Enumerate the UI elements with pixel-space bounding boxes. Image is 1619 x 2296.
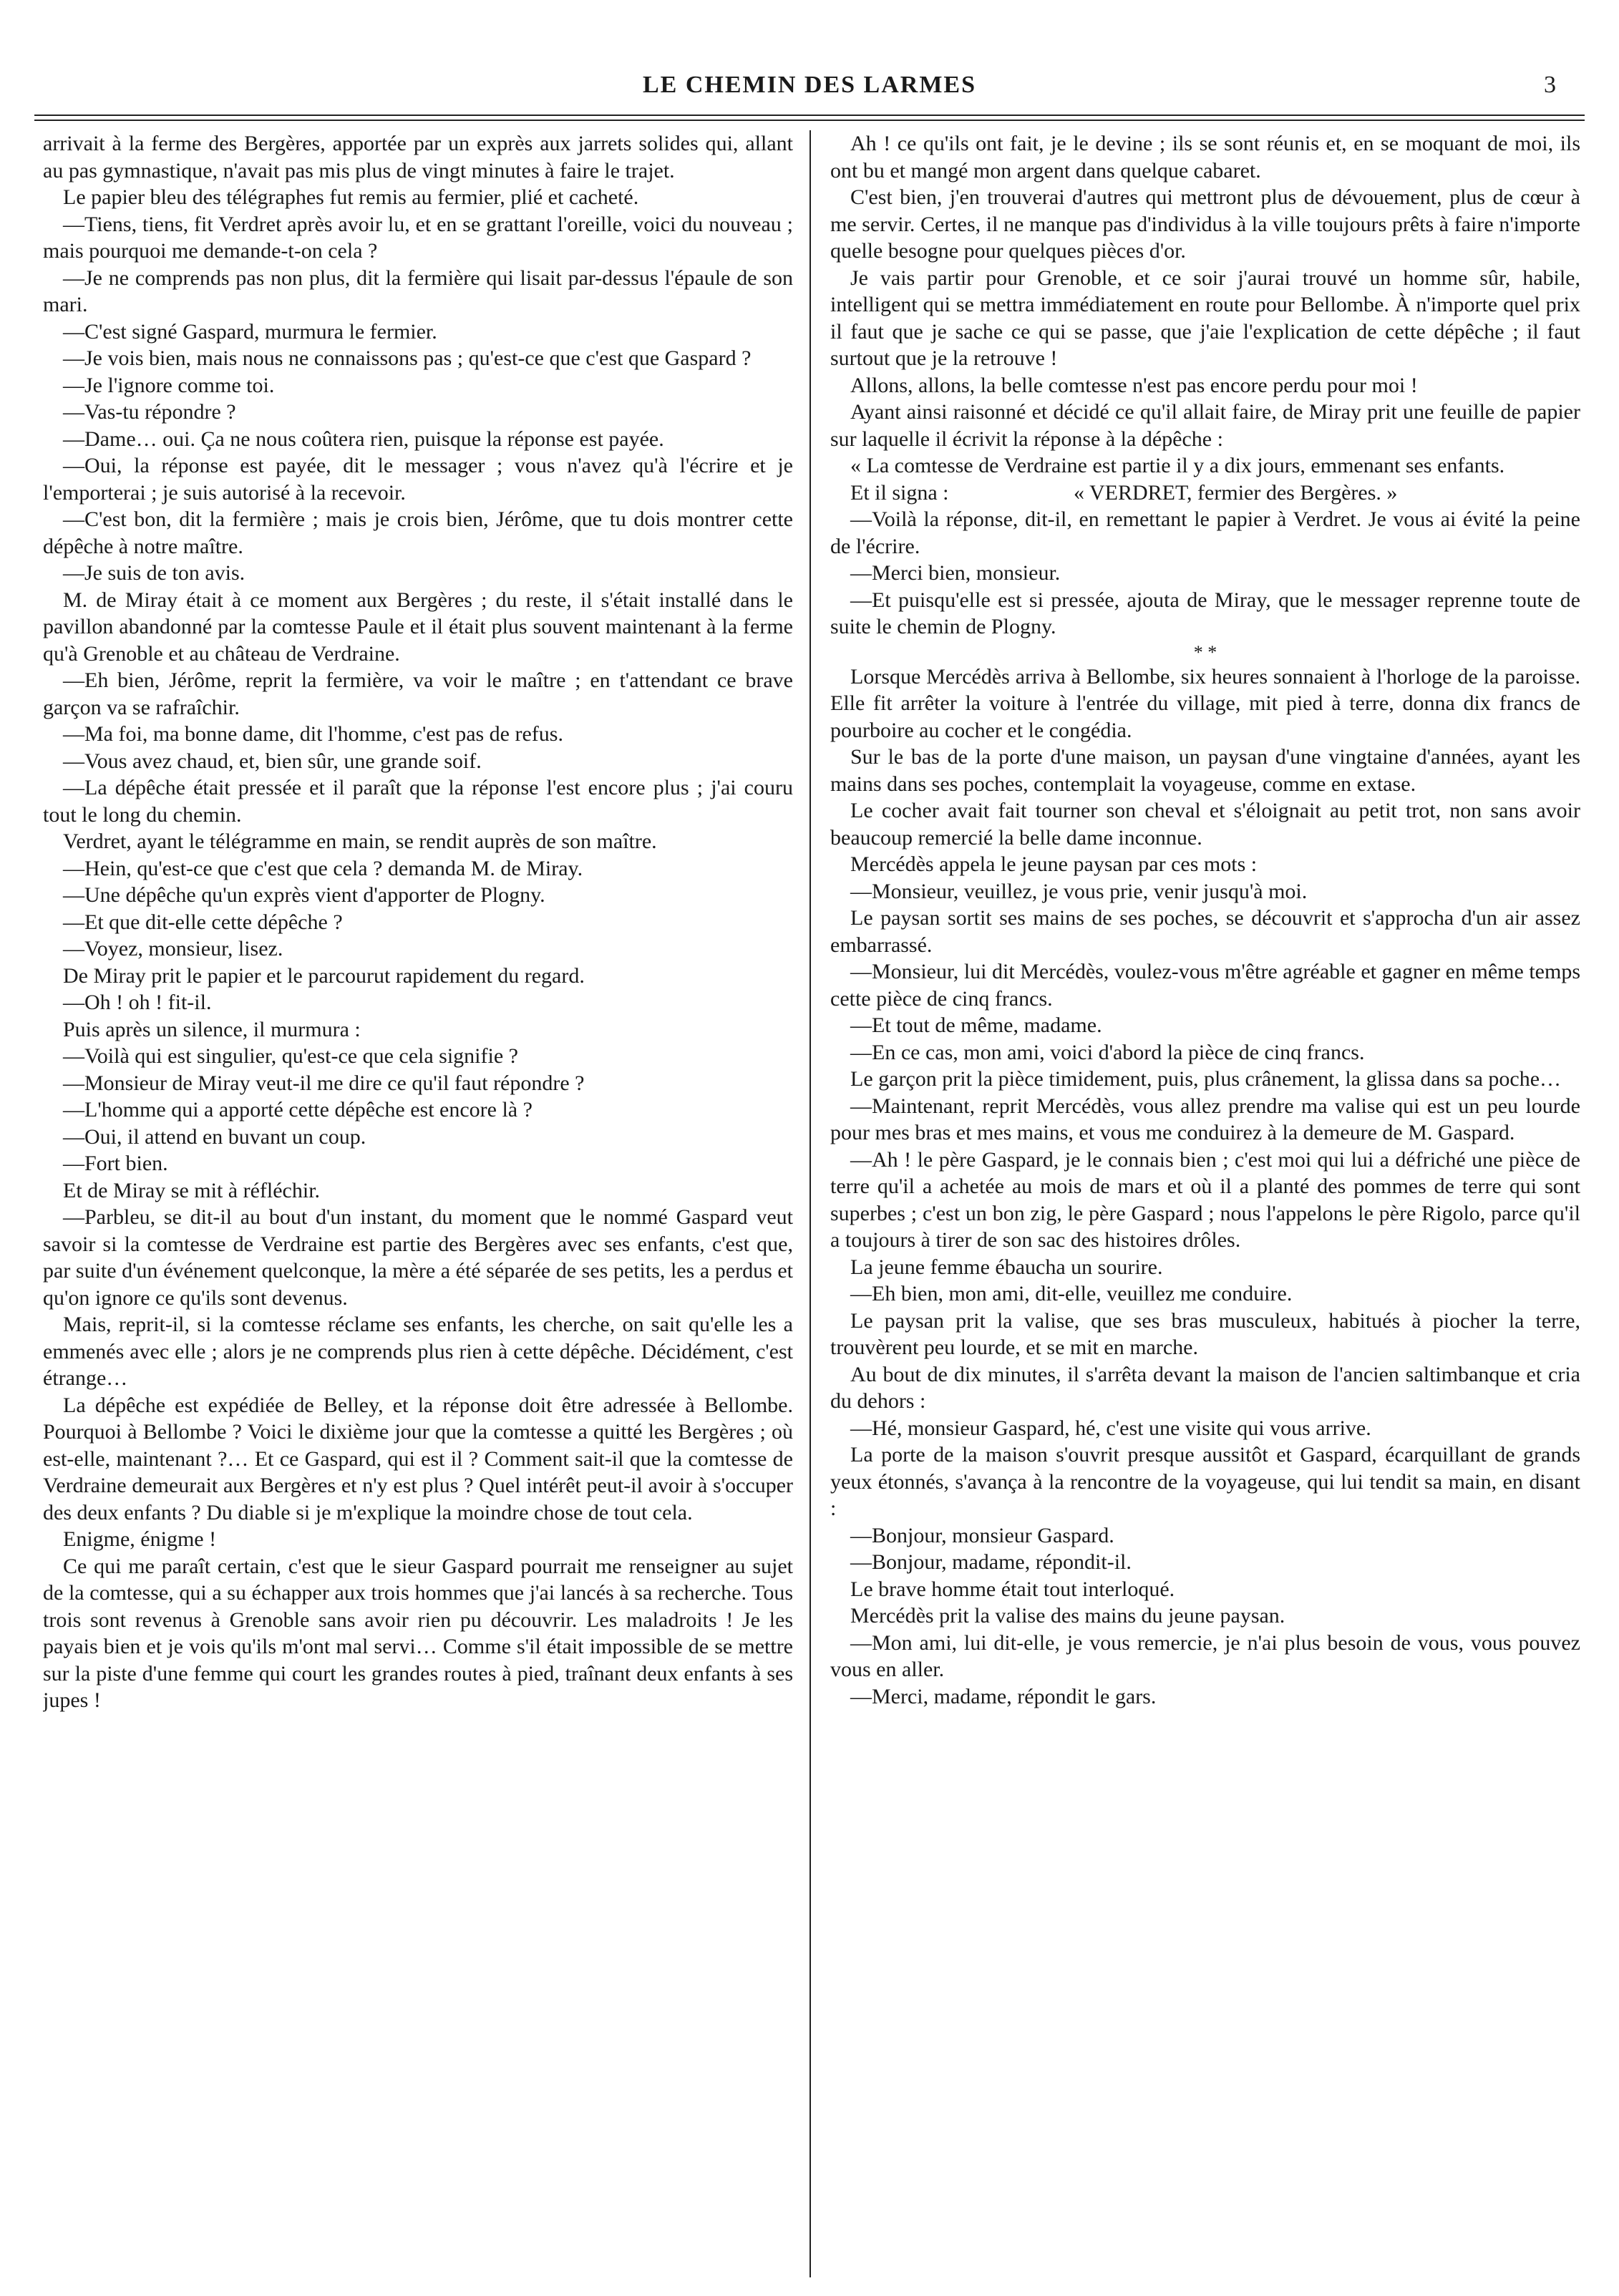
- paragraph: Au bout de dix minutes, il s'arrêta devant la maison de l'ancien saltimbanque et cria du dehors :: [830, 1362, 1580, 1413]
- paragraph: Le garçon prit la pièce timidement, puis, plus crânement, la glissa dans sa poche…: [850, 1067, 1562, 1091]
- paragraph: —Eh bien, Jérôme, reprit la fermière, va voir le maître ; en t'attendant ce brave garçon va se rafraîchir.: [43, 668, 793, 719]
- paragraph: arrivait à la ferme des Bergères, apportée par un exprès aux jarrets solides qui, allant au pas gymnastique, n'avait pas mis plus de vingt minutes à faire le trajet.: [43, 132, 793, 183]
- left-column: [43, 130, 793, 2270]
- paragraph: Je vais partir pour Grenoble, et ce soir j'aurai trouvé un homme sûr, habile, intelligent qui se mettra immédiatement en route pour Bellombe. À n'importe quel prix il faut que je sache ce qui se passe, que j'aie l'explication de cette dépêche ; il faut surtout que je la retrouve !: [830, 266, 1580, 370]
- paragraph: La jeune femme ébaucha un sourire.: [850, 1255, 1163, 1279]
- paragraph: Le brave homme était tout interloqué.: [850, 1577, 1175, 1601]
- paragraph: —Je vois bien, mais nous ne connaissons pas ; qu'est-ce que c'est que Gaspard ?: [63, 346, 752, 370]
- paragraph: —En ce cas, mon ami, voici d'abord la pièce de cinq francs.: [850, 1040, 1365, 1064]
- paragraph: —Vas-tu répondre ?: [63, 400, 236, 424]
- paragraph: De Miray prit le papier et le parcourut rapidement du regard.: [63, 963, 585, 988]
- paragraph: —Et puisqu'elle est si pressée, ajouta de Miray, que le messager reprenne toute de suite le chemin de Plogny.: [830, 588, 1580, 638]
- section-asterism: * *: [1193, 641, 1217, 663]
- paragraph: —Je ne comprends pas non plus, dit la fermière qui lisait par-dessus l'épaule de son mari.: [43, 266, 793, 316]
- paragraph: Et de Miray se mit à réfléchir.: [63, 1178, 321, 1202]
- paragraph: Mercédès appela le jeune paysan par ces mots :: [850, 852, 1258, 876]
- paragraph: C'est bien, j'en trouverai d'autres qui mettront plus de dévouement, plus de cœur à me servir. Certes, il ne manque pas d'individus à la ville toujours prêts à faire n'importe quelle besogne pour quelques pièces d'or.: [830, 185, 1580, 263]
- right-column: [830, 130, 1580, 2270]
- paragraph: —Voilà qui est singulier, qu'est-ce que cela signifie ?: [63, 1044, 518, 1068]
- paragraph: —L'homme qui a apporté cette dépêche est encore là ?: [63, 1098, 533, 1122]
- paragraph: Puis après un silence, il murmura :: [63, 1017, 361, 1041]
- paragraph: —Bonjour, madame, répondit-il.: [850, 1550, 1132, 1574]
- paragraph: —Monsieur, lui dit Mercédès, voulez-vous m'être agréable et gagner en même temps cette pièce de cinq francs.: [830, 960, 1580, 1011]
- paragraph: —Mon ami, lui dit-elle, je vous remercie, je n'ai plus besoin de vous, vous pouvez vous en aller.: [830, 1630, 1580, 1681]
- paragraph: —Je l'ignore comme toi.: [63, 373, 275, 397]
- telegram-signature: « VERDRET, fermier des Bergères. »: [1074, 480, 1398, 505]
- paragraph: —Monsieur de Miray veut-il me dire ce qu'il faut répondre ?: [63, 1071, 585, 1095]
- paragraph: —Bonjour, monsieur Gaspard.: [850, 1523, 1114, 1547]
- paragraph: Allons, allons, la belle comtesse n'est pas encore perdu pour moi !: [850, 373, 1418, 397]
- paragraph: —Voilà la réponse, dit-il, en remettant le papier à Verdret. Je vous ai évité la peine de l'écrire.: [830, 507, 1580, 558]
- paragraph: —C'est signé Gaspard, murmura le fermier.: [63, 319, 437, 344]
- paragraph: —Monsieur, veuillez, je vous prie, venir jusqu'à moi.: [850, 879, 1308, 903]
- paragraph: Verdret, ayant le télégramme en main, se rendit auprès de son maître.: [63, 830, 657, 853]
- paragraph: —Vous avez chaud, et, bien sûr, une grande soif.: [63, 749, 482, 773]
- paragraph: —Eh bien, mon ami, dit-elle, veuillez me conduire.: [850, 1282, 1293, 1305]
- paragraph: —Oui, il attend en buvant un coup.: [63, 1124, 366, 1149]
- paragraph: —Ma foi, ma bonne dame, dit l'homme, c'est pas de refus.: [63, 722, 563, 746]
- paragraph: —Hé, monsieur Gaspard, hé, c'est une visite qui vous arrive.: [850, 1416, 1371, 1440]
- paragraph: La porte de la maison s'ouvrit presque aussitôt et Gaspard, écarquillant de grands yeux étonnés, s'avança à la rencontre de la voyageuse, qui lui tendit sa main, en disant :: [830, 1443, 1580, 1520]
- running-title: LE CHEMIN DES LARMES: [642, 72, 976, 98]
- paragraph: —La dépêche était pressée et il paraît que la réponse l'est encore plus ; j'ai couru tout le long du chemin.: [43, 776, 793, 827]
- paragraph: —Ah ! le père Gaspard, je le connais bien ; c'est moi qui lui a défriché une pièce de terre qu'il a achetée au mois de mars et où il a planté des pommes de terre qui sont superbes ; c'est un bon zig, le père Gaspard ; nous l'appelons le père Rigolo, parce qu'il a toujours à tirer de son sac des histoires drôles.: [830, 1147, 1580, 1252]
- header-rule-top: [34, 115, 1585, 116]
- paragraph: —Une dépêche qu'un exprès vient d'apporter de Plogny.: [63, 883, 545, 907]
- paragraph: Le paysan prit la valise, que ses bras musculeux, habitués à piocher la terre, trouvèrent peu lourde, et se mit en marche.: [830, 1308, 1580, 1359]
- paragraph: —C'est bon, dit la fermière ; mais je crois bien, Jérôme, que tu dois montrer cette dépêche à notre maître.: [43, 507, 793, 558]
- paragraph: Ah ! ce qu'ils ont fait, je le devine ; ils se sont réunis et, en se moquant de moi, ils ont bu et mangé mon argent dans quelque cabaret.: [830, 132, 1580, 183]
- paragraph: —Et que dit-elle cette dépêche ?: [63, 910, 343, 934]
- paragraph: Lorsque Mercédès arriva à Bellombe, six heures sonnaient à l'horloge de la paroisse. Elle fit arrêter la voiture à l'entrée du village, mit pied à terre, donna dix francs de pourboire au cocher et le congédia.: [830, 664, 1580, 742]
- paragraph: —Voyez, monsieur, lisez.: [63, 937, 283, 960]
- paragraph: —Oh ! oh ! fit-il.: [63, 991, 212, 1014]
- paragraph: —Merci, madame, répondit le gars.: [850, 1684, 1157, 1708]
- column-divider: [810, 130, 811, 2277]
- paragraph: La dépêche est expédiée de Belley, et la réponse doit être adressée à Bellombe. Pourquoi à Bellombe ? Voici le dixième jour que la comtesse a quitté les Bergères ; où est-elle, maintenant ?… Et ce Gaspard, qui est il ? Comment sait-il que la comtesse de Verdraine demeurait aux Bergères et n'y est plus ? Quel intérêt peut-il avoir à s'occuper des deux enfants ? Du diable si je m'explique la moindre chose de tout cela.: [43, 1393, 793, 1524]
- page-number: 3: [1544, 72, 1556, 98]
- paragraph: —Je suis de ton avis.: [63, 561, 245, 585]
- paragraph: —Tiens, tiens, fit Verdret après avoir lu, et en se grattant l'oreille, voici du nouveau ; mais pourquoi me demande-t-on cela ?: [43, 212, 793, 263]
- paragraph: —Parbleu, se dit-il au bout d'un instant, du moment que le nommé Gaspard veut savoir si la comtesse de Verdraine est partie des Bergères avec ses enfants, c'est que, par suite d'un événement quelconque, la mère a été séparée de ses petits, les a perdus et qu'on ignore ce qu'ils sont devenus.: [43, 1205, 793, 1310]
- paragraph: —Et tout de même, madame.: [850, 1013, 1102, 1037]
- paragraph: Ce qui me paraît certain, c'est que le sieur Gaspard pourrait me renseigner au sujet de la comtesse, qui a su échapper aux trois hommes que j'ai lancés à sa recherche. Tous trois sont revenus à Grenoble sans avoir rien pu découvrir. Les maladroits ! Je les payais bien et je vois qu'ils m'ont mal servi… Comme s'il était impossible de se mettre sur la piste d'une femme qui court les grandes routes à pied, traînant deux enfants à ses jupes !: [43, 1554, 793, 1712]
- paragraph: —Oui, la réponse est payée, dit le messager ; vous n'avez qu'à l'écrire et je l'emporterai ; je suis autorisé à la recevoir.: [43, 454, 793, 505]
- paragraph: Sur le bas de la porte d'une maison, un paysan d'une vingtaine d'années, ayant les mains dans ses poches, contemplait la voyageuse, comme en extase.: [830, 745, 1580, 796]
- paragraph: —Dame… oui. Ça ne nous coûtera rien, puisque la réponse est payée.: [63, 427, 664, 451]
- signature-line: [830, 480, 1580, 507]
- paragraph: Le papier bleu des télégraphes fut remis au fermier, plié et cacheté.: [63, 185, 639, 209]
- paragraph: Enigme, énigme !: [63, 1527, 217, 1551]
- paragraph: —Merci bien, monsieur.: [850, 561, 1061, 585]
- paragraph: —Fort bien.: [63, 1152, 168, 1175]
- paragraph: Le paysan sortit ses mains de ses poches, se découvrit et s'approcha d'un air assez embarrassé.: [830, 906, 1580, 957]
- paragraph: Le cocher avait fait tourner son cheval et s'éloignait au petit trot, non sans avoir beaucoup remercié la belle dame inconnue.: [830, 799, 1580, 850]
- header-rule-bottom: [34, 120, 1585, 121]
- paragraph: M. de Miray était à ce moment aux Bergères ; du reste, il s'était installé dans le pavillon abandonné par la comtesse Paule et il était plus souvent maintenant à la ferme qu'à Grenoble et au château de Verdraine.: [43, 588, 793, 666]
- telegram-text: « La comtesse de Verdraine est partie il y a dix jours, emmenant ses enfants.: [850, 454, 1505, 477]
- paragraph: Mais, reprit-il, si la comtesse réclame ses enfants, les cherche, on sait qu'elle les a emmenés avec elle ; alors je ne comprends plus rien à cette dépêche. Décidément, c'est étrange…: [43, 1313, 793, 1390]
- paragraph: —Maintenant, reprit Mercédès, vous allez prendre ma valise qui est un peu lourde pour mes bras et mes mains, et vous me conduirez à la demeure de M. Gaspard.: [830, 1094, 1580, 1144]
- signature-prefix: Et il signa :: [850, 480, 949, 505]
- paragraph: Mercédès prit la valise des mains du jeune paysan.: [850, 1604, 1285, 1628]
- paragraph: —Hein, qu'est-ce que c'est que cela ? demanda M. de Miray.: [63, 856, 583, 880]
- page-header: [34, 72, 1585, 113]
- paragraph: Ayant ainsi raisonné et décidé ce qu'il allait faire, de Miray prit une feuille de papier sur laquelle il écrivit la réponse à la dépêche :: [830, 400, 1580, 451]
